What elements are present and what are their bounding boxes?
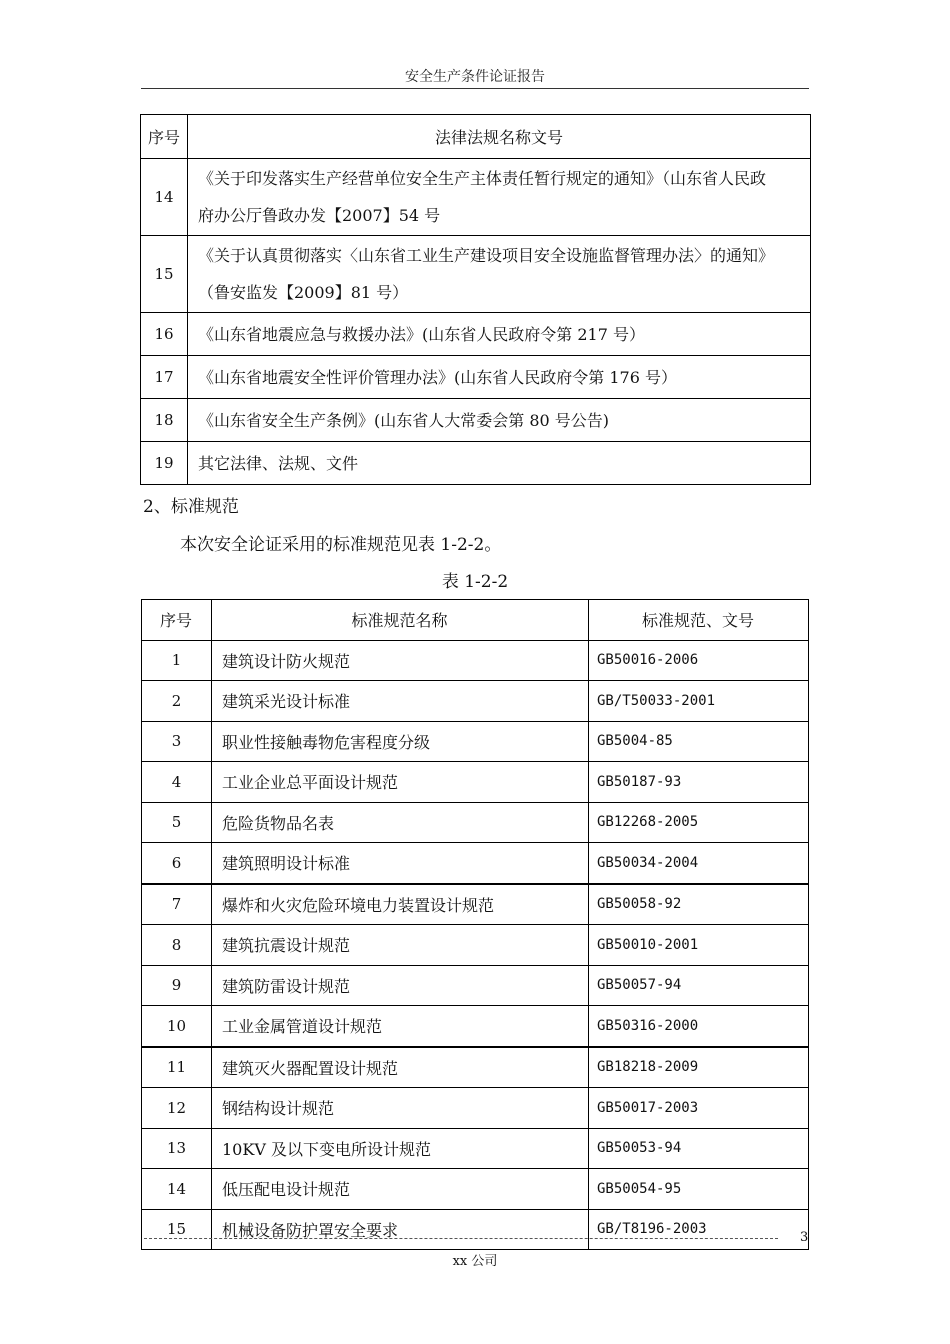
standards-table-header-row (142, 600, 809, 641)
table-row (142, 640, 809, 681)
std-code: GB50034-2004 (589, 843, 809, 884)
law-no: 16 (141, 313, 188, 356)
table-row (142, 721, 809, 762)
std-name: 建筑设计防火规范 (212, 640, 589, 681)
std-name: 建筑采光设计标准 (212, 681, 589, 722)
footer-rule (144, 1238, 778, 1239)
std-code: GB50187-93 (589, 762, 809, 803)
std-code: GB50054-95 (589, 1169, 809, 1210)
table-row (141, 236, 811, 313)
table-row (141, 356, 811, 399)
laws-table-header-row (141, 115, 811, 159)
std-no: 13 (142, 1128, 212, 1169)
section-paragraph: 本次安全论证采用的标准规范见表 1-2-2。 (180, 535, 502, 555)
std-code: GB50016-2006 (589, 640, 809, 681)
std-header-no: 序号 (142, 600, 212, 641)
std-code: GB50053-94 (589, 1128, 809, 1169)
page-header-title: 安全生产条件论证报告 (405, 69, 545, 85)
std-name: 职业性接触毒物危害程度分级 (212, 721, 589, 762)
table-row (142, 843, 809, 884)
std-name: 10KV 及以下变电所设计规范 (212, 1128, 589, 1169)
std-no: 10 (142, 1006, 212, 1047)
laws-table (140, 114, 811, 485)
law-no: 18 (141, 399, 188, 442)
table-row (142, 802, 809, 843)
std-no: 7 (142, 884, 212, 925)
std-name: 建筑照明设计标准 (212, 843, 589, 884)
std-code: GB50057-94 (589, 965, 809, 1006)
std-header-code: 标准规范、文号 (589, 600, 809, 641)
std-code: GB/T8196-2003 (589, 1209, 809, 1250)
std-name: 危险货物品名表 (212, 802, 589, 843)
law-no: 15 (141, 236, 188, 313)
std-name: 工业金属管道设计规范 (212, 1006, 589, 1047)
law-name (188, 236, 811, 313)
table-row (141, 399, 811, 442)
std-code: GB18218-2009 (589, 1047, 809, 1088)
section-heading: 2、标准规范 (143, 497, 239, 517)
law-name: 《山东省地震安全性评价管理办法》(山东省人民政府令第 176 号） (188, 356, 811, 399)
std-no: 14 (142, 1169, 212, 1210)
std-no: 9 (142, 965, 212, 1006)
law-no: 17 (141, 356, 188, 399)
laws-header-name: 法律法规名称文号 (188, 115, 811, 159)
table-row (142, 1128, 809, 1169)
law-name: 其它法律、法规、文件 (188, 442, 811, 485)
footer-company: xx 公司 (452, 1254, 498, 1269)
table-row (141, 442, 811, 485)
law-no: 14 (141, 159, 188, 236)
law-name: 《山东省安全生产条例》(山东省人大常委会第 80 号公告) (188, 399, 811, 442)
law-name-line: （鲁安监发【2009】81 号） (198, 283, 409, 302)
table-row (142, 681, 809, 722)
table-row (141, 159, 811, 236)
std-no: 3 (142, 721, 212, 762)
page-number: 3 (800, 1230, 809, 1245)
std-no: 1 (142, 640, 212, 681)
std-header-name: 标准规范名称 (212, 600, 589, 641)
std-name: 建筑防雷设计规范 (212, 965, 589, 1006)
std-name: 低压配电设计规范 (212, 1169, 589, 1210)
laws-header-no: 序号 (141, 115, 188, 159)
std-no: 4 (142, 762, 212, 803)
std-name: 机械设备防护罩安全要求 (212, 1209, 589, 1250)
law-name-line: 《关于印发落实生产经营单位安全生产主体责任暂行规定的通知》（山东省人民政 (198, 169, 767, 188)
law-no: 19 (141, 442, 188, 485)
standards-table (141, 599, 809, 1250)
std-no: 5 (142, 802, 212, 843)
table-caption: 表 1-2-2 (441, 572, 509, 592)
table-row (142, 965, 809, 1006)
header-rule (141, 88, 809, 89)
std-name: 爆炸和火灾危险环境电力装置设计规范 (212, 884, 589, 925)
law-name (188, 159, 811, 236)
std-no: 2 (142, 681, 212, 722)
table-row (142, 1047, 809, 1088)
std-code: GB50058-92 (589, 884, 809, 925)
table-row (142, 884, 809, 925)
std-name: 建筑灭火器配置设计规范 (212, 1047, 589, 1088)
table-row (142, 762, 809, 803)
std-code: GB12268-2005 (589, 802, 809, 843)
std-code: GB5004-85 (589, 721, 809, 762)
std-name: 工业企业总平面设计规范 (212, 762, 589, 803)
std-no: 15 (142, 1209, 212, 1250)
table-row (141, 313, 811, 356)
std-code: GB50010-2001 (589, 925, 809, 966)
std-name: 钢结构设计规范 (212, 1088, 589, 1129)
std-code: GB/T50033-2001 (589, 681, 809, 722)
std-code: GB50017-2003 (589, 1088, 809, 1129)
std-no: 11 (142, 1047, 212, 1088)
std-code: GB50316-2000 (589, 1006, 809, 1047)
law-name: 《山东省地震应急与救援办法》(山东省人民政府令第 217 号） (188, 313, 811, 356)
law-name-line: 《关于认真贯彻落实〈山东省工业生产建设项目安全设施监督管理办法〉的通知》 (198, 246, 775, 265)
table-row (142, 1088, 809, 1129)
std-no: 12 (142, 1088, 212, 1129)
table-row (142, 1209, 809, 1250)
std-no: 6 (142, 843, 212, 884)
table-row (142, 925, 809, 966)
table-row (142, 1169, 809, 1210)
std-no: 8 (142, 925, 212, 966)
law-name-line: 府办公厅鲁政办发【2007】54 号 (198, 206, 441, 225)
std-name: 建筑抗震设计规范 (212, 925, 589, 966)
table-row (142, 1006, 809, 1047)
